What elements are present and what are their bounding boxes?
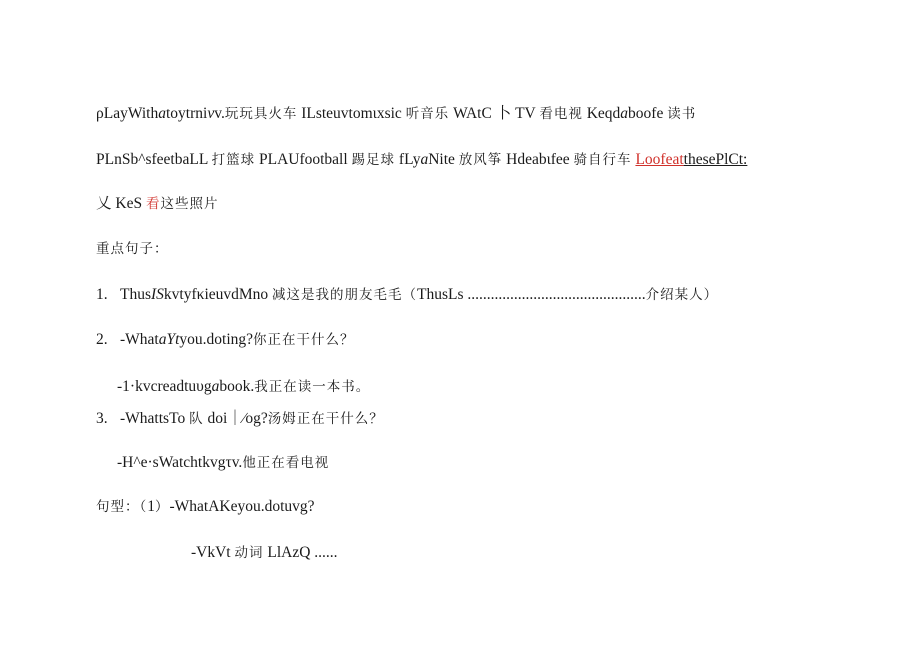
sentence-2-answer [117,377,370,397]
vocab-line-1 [96,104,696,124]
sentence-2 [96,330,355,350]
phrase-text: WAtC 卜 TV [449,105,540,122]
phrase-text: PLnSb^sfeetbaLL [96,151,212,168]
pattern-number: 1 [147,498,155,515]
phrase-text: 乂 KeS [96,195,146,212]
sentence-text: -What [120,331,159,348]
sentence-1 [96,285,718,305]
sentence-3-answer [117,453,329,473]
pattern-label: ） [155,499,170,515]
sentence-pattern-answer [191,543,338,563]
phrase-text: boofe [628,105,668,122]
sentence-text-italic: a [211,378,220,395]
sentence-text: -WhattsTo [120,410,190,427]
phrase-text: Nite [428,151,459,168]
sentence-text-italic: aYt [158,331,180,348]
underlined-phrase: thesePlCt: [683,151,748,168]
sentence-3 [96,409,384,429]
vocab-line-3 [96,194,218,214]
sentence-text-italic: ∕ [242,410,246,427]
sentence-text: -1·kvcreadtuυg [117,378,212,395]
list-number: 3. [96,410,108,427]
phrase-text: Hdeabιfee [502,151,574,168]
sentence-text: Thus [120,286,151,303]
chinese-glyph: 队 [189,411,204,427]
pattern-text: -VkVt [191,544,235,561]
phrase-text: Keqd [582,105,621,122]
chinese-translation: 玩玩具火车 [224,106,298,122]
highlighted-chinese: 看 [145,196,161,212]
sentence-pattern [96,497,315,517]
chinese-translation: 你正在干什么？ [253,332,355,348]
key-sentences-heading: 重点句子： [96,241,169,257]
chinese-translation: 动词 [234,545,264,561]
phrase-text-italic: a [620,105,629,122]
chinese-translation: 听音乐 [405,106,450,122]
chinese-translation: 他正在看电视 [242,455,330,471]
sentence-text-italic: IS [151,286,164,303]
chinese-translation: 我正在读一本书。 [254,379,371,395]
phrase-text: PLAUfootball [255,151,352,168]
sentence-text: doi｜ [203,410,243,427]
list-number: 2. [96,331,108,348]
chinese-translation: 汤姆正在干什么？ [267,411,384,427]
sentence-text: ThusLs .............................................. [417,286,646,303]
chinese-translation: 打篮球 [211,152,256,168]
sentence-text: kvtyfκieuvdMno [163,286,273,303]
pattern-text: -WhatAKeyou.dotuvg? [169,498,315,515]
phrase-text: ρLayWith [96,105,159,122]
chinese-translation: 介绍某人） [645,287,719,303]
chinese-translation: 看电视 [539,106,583,122]
pattern-label: 句型：（ [96,499,148,515]
phrase-text: ILsteuvtomιxsic [297,105,406,122]
phrase-text-italic: v [207,105,215,122]
phrase-text-italic: a [158,105,166,122]
phrase-text: v. [214,105,225,122]
sentence-text: og? [245,410,268,427]
sentence-text: you.doting? [179,331,254,348]
pattern-text: LlAzQ ...... [263,544,338,561]
chinese-translation: 读书 [667,106,697,122]
phrase-text: fLy [395,151,421,168]
chinese-translation: 踢足球 [351,152,396,168]
section-heading [96,239,169,259]
sentence-text: -H^e·sWatchtkvgτv. [117,454,243,471]
chinese-translation: 放风筝 [458,152,503,168]
list-number: 1. [96,286,108,303]
phrase-text-italic: a [420,151,429,168]
chinese-translation: 骑自行车 [573,152,632,168]
sentence-text: book. [219,378,255,395]
phrase-text: toytrni [165,105,208,122]
chinese-translation: 减这是我的朋友毛毛（ [272,287,418,303]
highlighted-phrase: Loofeat [635,151,684,168]
vocab-line-2 [96,150,747,170]
chinese-translation: 这些照片 [160,196,219,212]
